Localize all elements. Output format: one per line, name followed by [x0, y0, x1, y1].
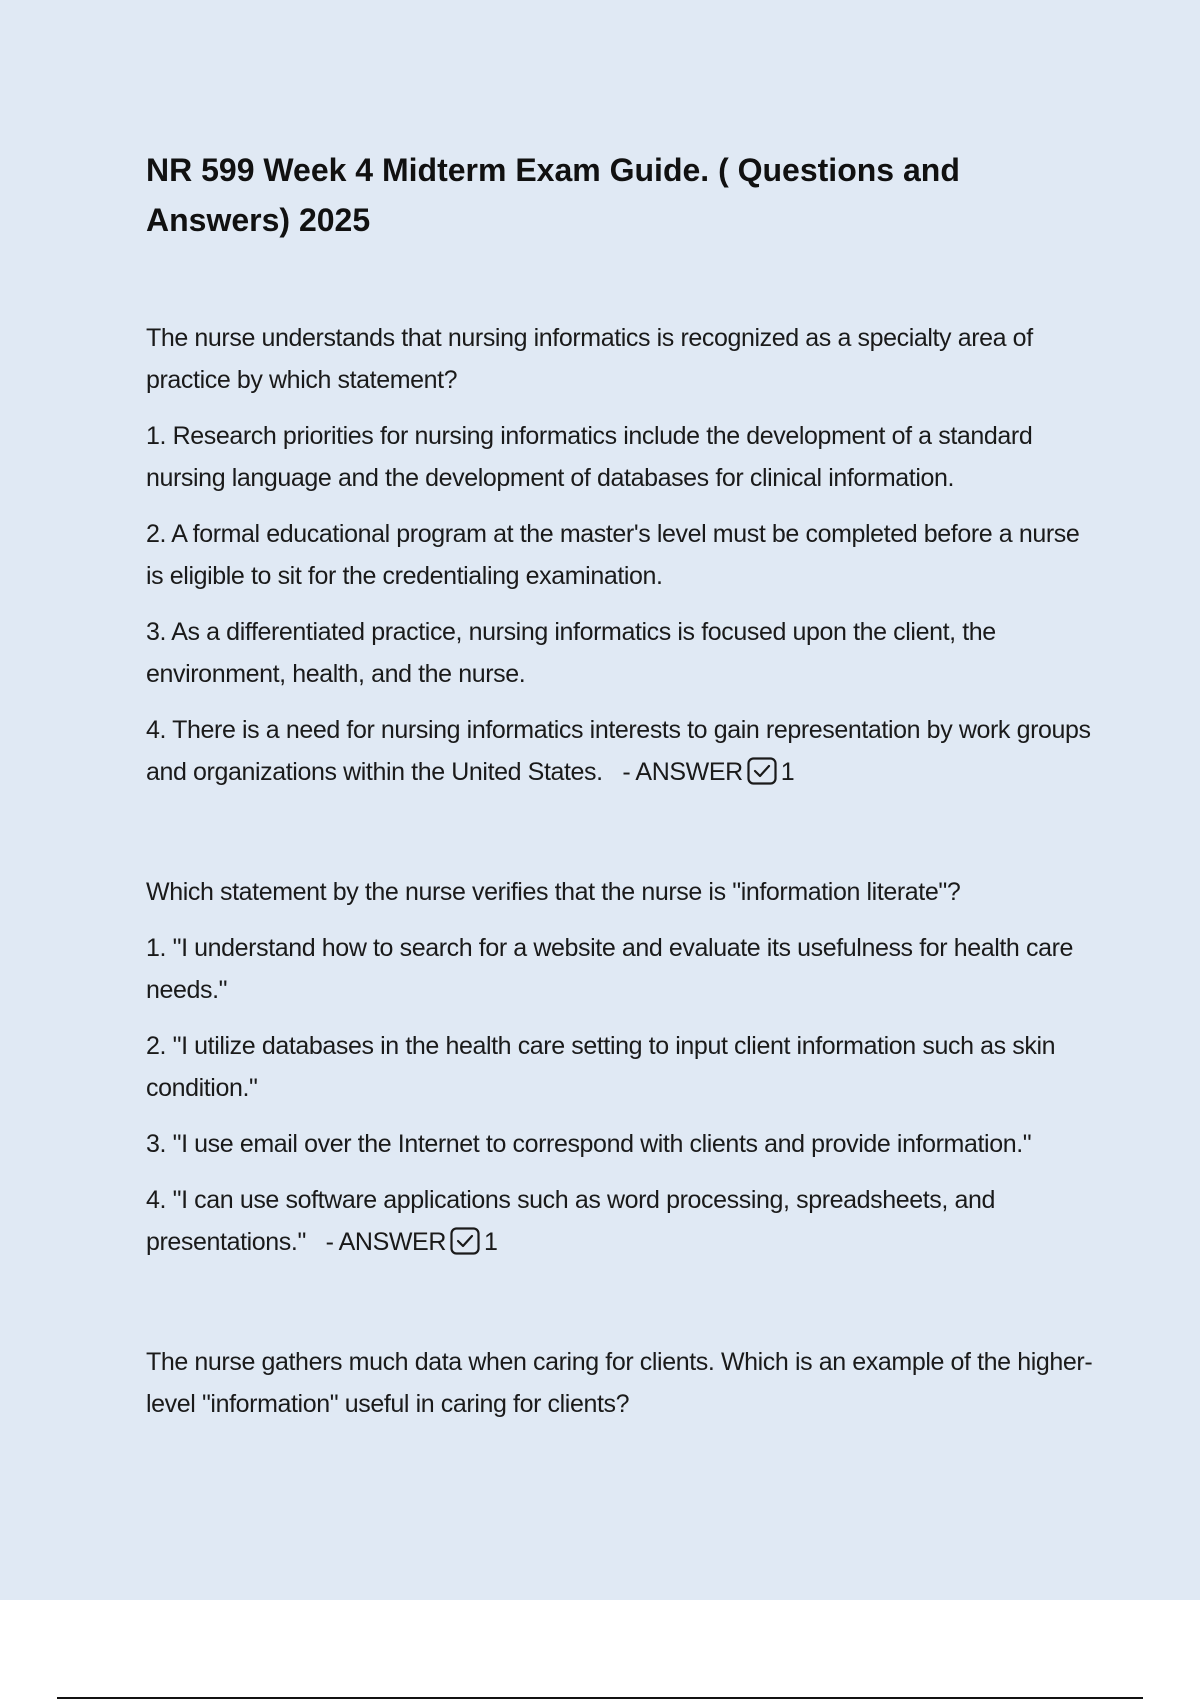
- question-3: [146, 1341, 1096, 1425]
- answer-tag: [326, 1228, 498, 1256]
- option-4: 4. "I can use software applications such as word processing, spreadsheets, and presentations.": [146, 1186, 996, 1256]
- option-3: 3. "I use email over the Internet to correspond with clients and provide information.": [146, 1130, 1032, 1158]
- option-2: 2. A formal educational program at the master's level must be completed before a nurse is eligible to sit for the credentialing examination.: [146, 520, 1080, 590]
- option-4-with-answer: [146, 709, 1096, 793]
- option-4-with-answer: [146, 1179, 1096, 1263]
- document-title: NR 599 Week 4 Midterm Exam Guide. ( Questions and Answers) 2025: [146, 152, 960, 238]
- question-2: [146, 871, 1096, 1263]
- answer-value: 1: [483, 1228, 498, 1256]
- option-4: 4. There is a need for nursing informatics interests to gain representation by work groups and organizations within the United States.: [146, 716, 1091, 786]
- option-2: 2. "I utilize databases in the health care setting to input client information such as skin condition.": [146, 1032, 1056, 1102]
- question-stem: Which statement by the nurse verifies that the nurse is "information literate"?: [146, 878, 961, 906]
- checkbox-check-icon: [747, 756, 777, 784]
- option-1: 1. Research priorities for nursing informatics include the development of a standard nursing language and the development of databases for clinical information.: [146, 422, 1033, 492]
- option-3: 3. As a differentiated practice, nursing informatics is focused upon the client, the environment, health, and the nurse.: [146, 618, 996, 688]
- footer-divider: [57, 1697, 1143, 1699]
- answer-prefix: - ANSWER: [325, 1228, 446, 1256]
- answer-prefix: - ANSWER: [622, 758, 743, 786]
- answer-tag: [622, 758, 794, 786]
- document-content: [146, 145, 1096, 1439]
- checkbox-check-icon: [450, 1226, 480, 1254]
- option-1: 1. "I understand how to search for a website and evaluate its usefulness for health care needs.": [146, 934, 1074, 1004]
- question-stem: The nurse understands that nursing informatics is recognized as a specialty area of practice by which statement?: [146, 324, 1033, 394]
- question-1: [146, 317, 1096, 793]
- question-stem: The nurse gathers much data when caring for clients. Which is an example of the higher-level "information" useful in caring for clients?: [146, 1348, 1093, 1418]
- answer-value: 1: [780, 758, 795, 786]
